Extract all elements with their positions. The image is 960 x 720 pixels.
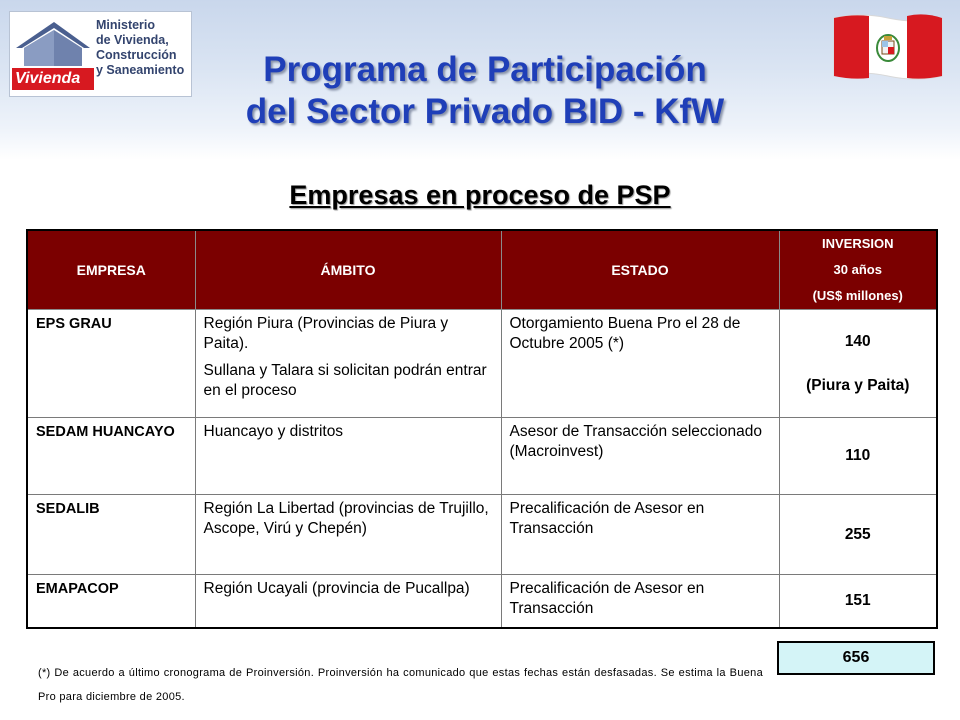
table-row: [27, 495, 937, 575]
column-header-ambito: ÁMBITO: [195, 230, 501, 310]
footnote: (*) De acuerdo a último cronograma de Proinversión. Proinversión ha comunicado que estas fechas están desfasadas. Se estima la Buena Pro para diciembre de 2005.: [38, 667, 763, 703]
logo-brand: Vivienda: [12, 68, 94, 90]
companies-table: [26, 229, 938, 629]
cell-inversion: 140 (Piura y Paita): [779, 310, 937, 418]
column-header-empresa: EMPRESA: [27, 230, 195, 310]
logo-ministry-name: Ministerio de Vivienda, Construcción y Saneamiento: [96, 18, 185, 77]
column-header-inversion: INVERSION 30 años (US$ millones): [779, 230, 937, 310]
cell-inversion: 151: [779, 575, 937, 628]
house-logo-icon: [14, 18, 92, 68]
cell-ambito: Región Ucayali (provincia de Pucallpa): [195, 575, 501, 628]
cell-ambito: Huancayo y distritos: [195, 418, 501, 495]
section-title: Empresas en proceso de PSP: [289, 180, 671, 210]
cell-inversion: 255: [779, 495, 937, 575]
column-header-estado: ESTADO: [501, 230, 779, 310]
cell-estado: Asesor de Transacción seleccionado (Macroinvest): [501, 418, 779, 495]
cell-estado: Precalificación de Asesor en Transacción: [501, 495, 779, 575]
total-inversion: 656: [777, 641, 935, 675]
cell-ambito: Región Piura (Provincias de Piura y Paita). Sullana y Talara si solicitan podrán entrar en el proceso: [195, 310, 501, 418]
header-banner: [0, 0, 960, 160]
cell-empresa: EMAPACOP: [27, 575, 195, 628]
page-title: Programa de Participación del Sector Privado BID - KfW: [245, 50, 725, 131]
cell-empresa: SEDALIB: [27, 495, 195, 575]
cell-inversion: 110: [779, 418, 937, 495]
table-row: [27, 575, 937, 628]
table-row: [27, 418, 937, 495]
table-row: [27, 310, 937, 418]
peru-flag-icon: [832, 10, 944, 82]
cell-empresa: EPS GRAU: [27, 310, 195, 418]
cell-empresa: SEDAM HUANCAYO: [27, 418, 195, 495]
table-header-row: [27, 230, 937, 310]
cell-estado: Otorgamiento Buena Pro el 28 de Octubre 2005 (*): [501, 310, 779, 418]
cell-ambito: Región La Libertad (provincias de Trujillo, Ascope, Virú y Chepén): [195, 495, 501, 575]
cell-estado: Precalificación de Asesor en Transacción: [501, 575, 779, 628]
